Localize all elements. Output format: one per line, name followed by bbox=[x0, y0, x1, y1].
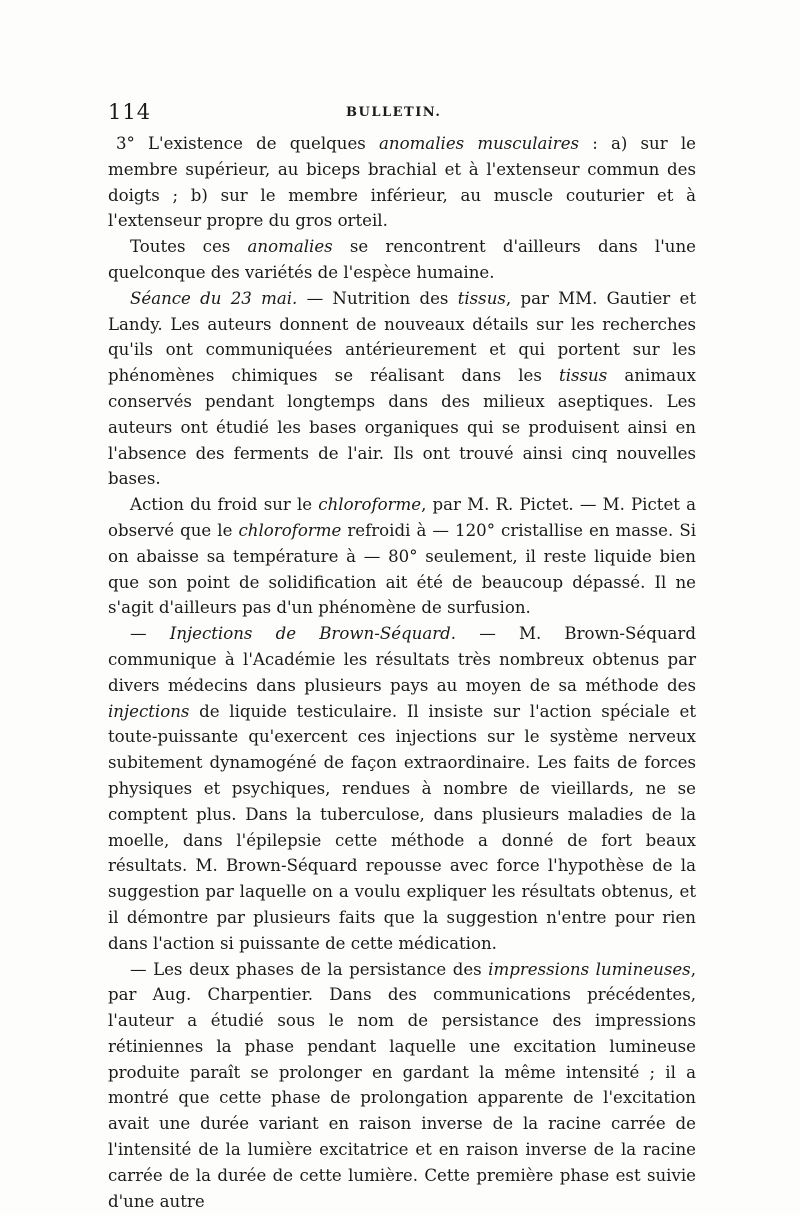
text-run: Action du froid sur le bbox=[130, 495, 319, 515]
text-run: , par M. R. Pictet. — M. Pictet a observé que le bbox=[108, 495, 696, 540]
text-run: — bbox=[130, 624, 170, 644]
italic-term: chloroforme bbox=[318, 495, 422, 515]
running-head: BULLETIN. bbox=[346, 105, 442, 120]
text-run: . — M. Brown-Séquard communique à l'Académie les résultats très nombreux obtenus par divers médecins dans plusieurs pays au moyen de sa méthode des bbox=[108, 624, 696, 695]
text-run: 3° L'existence de quelques bbox=[116, 134, 379, 153]
paragraph-brown-sequard bbox=[108, 621, 696, 956]
italic-term: chloroforme bbox=[238, 520, 342, 540]
text-run: se rencontrent d'ailleurs dans l'une quelconque des variétés de l'espèce humaine. bbox=[108, 237, 696, 282]
paragraph-chloroforme bbox=[108, 492, 696, 621]
body-text bbox=[108, 131, 696, 1214]
italic-term: anomalies bbox=[247, 237, 333, 257]
italic-term: Injections de Brown-Séquard bbox=[169, 624, 451, 644]
italic-session-date: Séance du 23 mai. bbox=[130, 288, 298, 308]
italic-term: anomalies musculaires bbox=[379, 134, 580, 153]
text-run: animaux conservés pendant longtemps dans des milieux aseptiques. Les auteurs ont étudié les bases organiques qui se produisent ainsi en l'absence des ferments de l'air. Ils ont trouvé ainsi cinq nouvelles bases. bbox=[108, 366, 696, 489]
text-run: refroidi à — 120° cristallise en masse. Si on abaisse sa température à — 80° seulement, il reste liquide bien que son point de solidification ait été de beaucoup dépassé. Il ne s'agit d'ailleurs pas d'un phénomène de surfusion. bbox=[108, 520, 697, 618]
text-run: Toutes ces bbox=[130, 237, 248, 257]
text-run: , par MM. Gautier et Landy. Les auteurs donnent de nouveaux détails sur les recherches qu'ils ont communiquées antérieurement et qui portent sur les phénomènes chimiques se réalisant dans les bbox=[108, 288, 696, 386]
page-number: 114 bbox=[108, 100, 152, 124]
text-run: — Les deux phases de la persistance des bbox=[130, 959, 489, 979]
italic-term: tissus bbox=[457, 288, 506, 308]
italic-term: tissus bbox=[559, 366, 608, 386]
paragraph-anomalies-list bbox=[108, 131, 696, 234]
italic-term: impressions lumineuses bbox=[488, 959, 691, 979]
paragraph-nutrition-tissus bbox=[108, 286, 696, 492]
paragraph-impressions-lumineuses bbox=[108, 957, 696, 1215]
text-run: de liquide testiculaire. Il insiste sur l'action spéciale et toute-puissante qu'exercent ces injections sur le système nerveux subitement dynamogéné de façon extraordinaire. Les faits de forces physiques et psychiques, rendues à nombre de vieillards, ne se comptent plus. Dans la tuberculose, dans plusieurs maladies de la moelle, dans l'épilepsie cette méthode a donné de fort beaux résultats. M. Brown-Séquard repousse avec force l'hypothèse de la suggestion par laquelle on a voulu expliquer les résultats obtenus, et il démontre par plusieurs faits que la suggestion n'entre pour rien dans l'action si puissante de cette médication. bbox=[108, 701, 696, 953]
text-run: : a) sur le membre supérieur, au biceps brachial et à l'extenseur commun des doigts ; b) sur le membre inférieur, au muscle couturier et à l'extenseur propre du gros orteil. bbox=[108, 134, 696, 231]
paragraph-anomalies-note bbox=[108, 234, 696, 286]
text-run: — Nutrition des bbox=[297, 288, 458, 308]
page-header bbox=[108, 100, 698, 126]
italic-term: injections bbox=[108, 701, 190, 721]
text-run: , par Aug. Charpentier. Dans des communications précédentes, l'auteur a étudié sous le nom de persistance des impressions rétiniennes la phase pendant laquelle une excitation lumineuse produite paraît se prolonger en gardant la même intensité ; il a montré que cette phase de prolongation apparente de l'excitation avait une durée variant en raison inverse de la racine carrée de l'intensité de la lumière excitatrice et en raison inverse de la racine carrée de la durée de cette lumière. Cette première phase est suivie d'une autre bbox=[108, 959, 696, 1211]
